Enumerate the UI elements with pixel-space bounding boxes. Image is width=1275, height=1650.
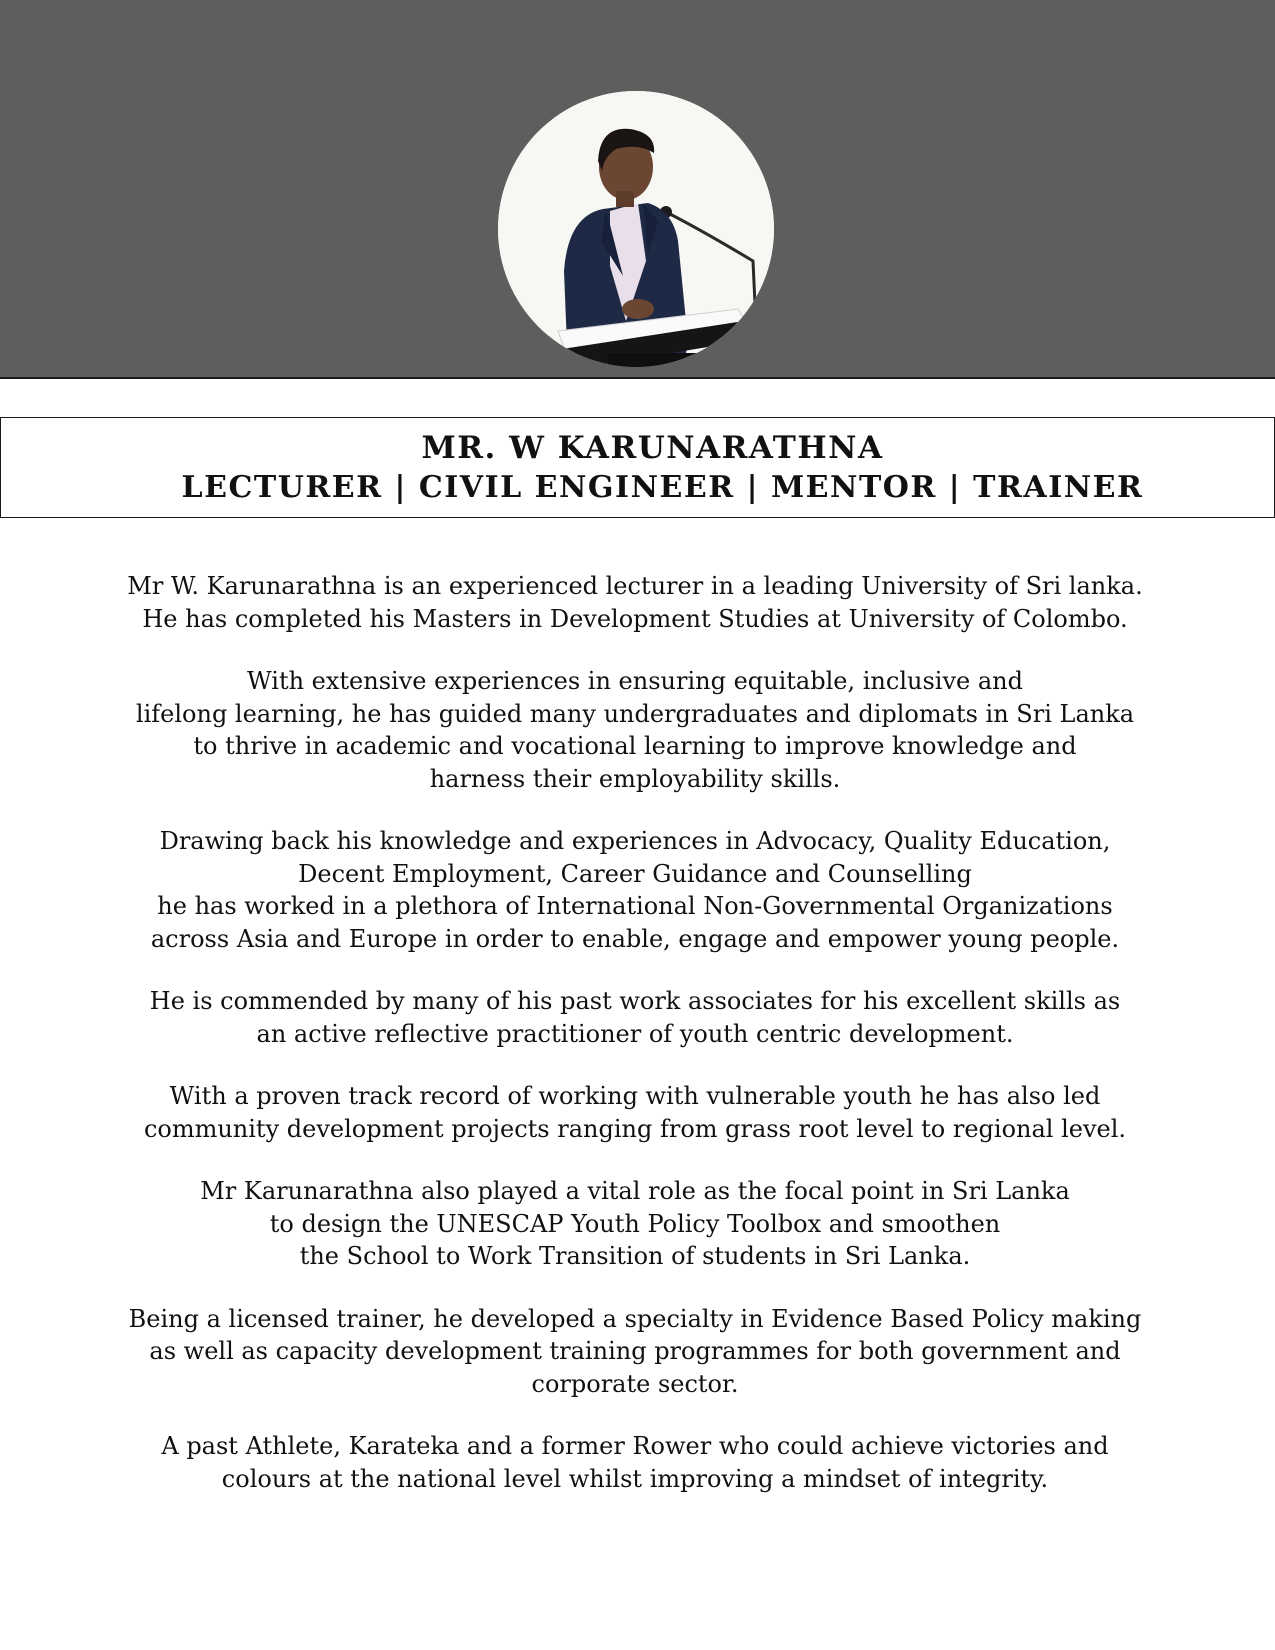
bio-line: Decent Employment, Career Guidance and Counselling (298, 859, 972, 888)
bio-line: Mr Karunarathna also played a vital role as the focal point in Sri Lanka (200, 1177, 1070, 1205)
bio-line: he has worked in a plethora of International Non-Governmental Organizations (157, 892, 1113, 920)
title-box (0, 417, 1275, 518)
bio-line: Being a licensed trainer, he developed a specialty in Evidence Based Policy making (128, 1304, 1142, 1333)
person-roles: LECTURER | CIVIL ENGINEER | MENTOR | TRAINER (181, 470, 1144, 505)
speaker-portrait-image (498, 91, 774, 367)
bio-paragraph (60, 825, 1210, 955)
bio-line: With a proven track record of working with vulnerable youth he has also led (169, 1082, 1101, 1110)
bio-line: He has completed his Masters in Development Studies at University of Colombo. (142, 604, 1128, 633)
bio-line: to thrive in academic and vocational learning to improve knowledge and (193, 732, 1077, 760)
bio-line: With extensive experiences in ensuring equitable, inclusive and (247, 667, 1023, 695)
bio-paragraph (60, 665, 1210, 795)
bio-paragraph (60, 570, 1210, 635)
bio-line: lifelong learning, he has guided many undergraduates and diplomats in Sri Lanka (135, 699, 1135, 728)
bio-line: across Asia and Europe in order to enable, engage and empower young people. (150, 924, 1120, 953)
biography (60, 570, 1210, 1525)
bio-paragraph (60, 1303, 1210, 1401)
bio-line: to design the UNESCAP Youth Policy Toolbox and smoothen (269, 1209, 1001, 1238)
bio-line: an active reflective practitioner of youth centric development. (256, 1019, 1014, 1048)
bio-line: community development projects ranging from grass root level to regional level. (143, 1114, 1127, 1143)
bio-line: Mr W. Karunarathna is an experienced lecturer in a leading University of Sri lanka. (127, 572, 1143, 600)
person-name: MR. W KARUNARATHNA (421, 430, 884, 466)
profile-photo (498, 91, 774, 367)
header-band (0, 0, 1275, 379)
bio-line: the School to Work Transition of students in Sri Lanka. (299, 1242, 971, 1270)
bio-line: harness their employability skills. (429, 764, 841, 793)
bio-paragraph (60, 1175, 1210, 1273)
bio-line: He is commended by many of his past work associates for his excellent skills as (149, 987, 1121, 1015)
bio-line: A past Athlete, Karateka and a former Rower who could achieve victories and (161, 1432, 1109, 1460)
bio-line: colours at the national level whilst improving a mindset of integrity. (221, 1464, 1049, 1493)
bio-paragraph (60, 985, 1210, 1050)
bio-line: Drawing back his knowledge and experiences in Advocacy, Quality Education, (159, 827, 1111, 855)
bio-line: corporate sector. (531, 1369, 739, 1398)
bio-line: as well as capacity development training programmes for both government and (149, 1337, 1121, 1365)
bio-paragraph (60, 1430, 1210, 1495)
bio-paragraph (60, 1080, 1210, 1145)
